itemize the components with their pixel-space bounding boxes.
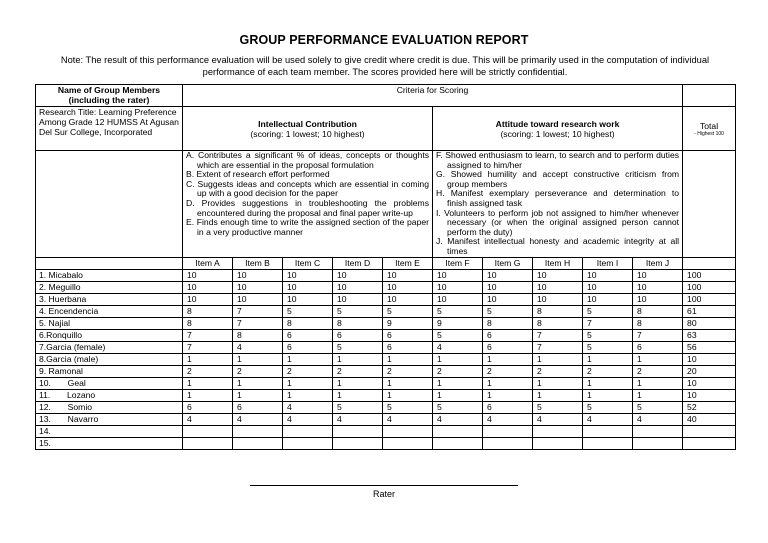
intellectual-title: Intellectual Contribution bbox=[258, 118, 357, 129]
score-cell[interactable] bbox=[183, 437, 233, 449]
member-row bbox=[36, 401, 736, 413]
score-cell[interactable]: 7 bbox=[183, 341, 233, 353]
score-cell[interactable]: 8 bbox=[633, 317, 683, 329]
score-cell[interactable] bbox=[233, 425, 283, 437]
score-cell[interactable]: 8 bbox=[183, 305, 233, 317]
score-cell[interactable]: 4 bbox=[533, 413, 583, 425]
score-cell[interactable]: 6 bbox=[633, 341, 683, 353]
total-cell[interactable]: 10 bbox=[683, 353, 736, 365]
intellectual-criterion: B. Extent of research effort performed bbox=[186, 169, 330, 180]
score-cell[interactable]: 5 bbox=[433, 329, 483, 341]
score-cell[interactable]: 2 bbox=[383, 365, 433, 377]
score-cell[interactable]: 5 bbox=[333, 341, 383, 353]
score-cell[interactable]: 1 bbox=[583, 389, 633, 401]
member-row bbox=[36, 389, 736, 401]
score-cell[interactable]: 5 bbox=[433, 401, 483, 413]
score-cell[interactable]: 10 bbox=[483, 269, 533, 281]
score-cell[interactable]: 10 bbox=[533, 293, 583, 305]
member-row bbox=[36, 281, 736, 293]
score-cell[interactable]: 10 bbox=[583, 293, 633, 305]
intellectual-criteria-cell bbox=[183, 151, 433, 258]
score-cell[interactable]: 4 bbox=[233, 341, 283, 353]
score-cell[interactable]: 5 bbox=[383, 305, 433, 317]
score-cell[interactable]: 5 bbox=[483, 305, 533, 317]
score-cell[interactable]: 10 bbox=[233, 293, 283, 305]
score-cell[interactable]: 7 bbox=[583, 317, 633, 329]
score-cell[interactable]: 1 bbox=[283, 389, 333, 401]
score-cell[interactable]: 6 bbox=[183, 401, 233, 413]
score-cell[interactable] bbox=[383, 425, 433, 437]
score-cell[interactable]: 10 bbox=[433, 293, 483, 305]
item-header: Item A bbox=[183, 257, 233, 269]
score-cell[interactable]: 5 bbox=[333, 305, 383, 317]
score-cell[interactable]: 10 bbox=[633, 269, 683, 281]
score-cell[interactable]: 6 bbox=[483, 401, 533, 413]
score-cell[interactable]: 7 bbox=[533, 329, 583, 341]
score-cell[interactable]: 1 bbox=[633, 353, 683, 365]
score-cell[interactable] bbox=[633, 425, 683, 437]
score-cell[interactable]: 10 bbox=[483, 293, 533, 305]
score-cell[interactable]: 1 bbox=[233, 377, 283, 389]
score-cell[interactable]: 1 bbox=[333, 389, 383, 401]
item-header: Item F bbox=[433, 257, 483, 269]
score-cell[interactable]: 1 bbox=[483, 377, 533, 389]
score-cell[interactable]: 7 bbox=[633, 329, 683, 341]
total-cell[interactable]: 40 bbox=[683, 413, 736, 425]
total-cell[interactable]: 52 bbox=[683, 401, 736, 413]
score-cell[interactable]: 8 bbox=[533, 317, 583, 329]
evaluation-table bbox=[35, 84, 736, 450]
score-cell[interactable]: 4 bbox=[433, 341, 483, 353]
score-cell[interactable]: 10 bbox=[583, 281, 633, 293]
score-cell[interactable]: 10 bbox=[233, 269, 283, 281]
score-cell[interactable]: 10 bbox=[233, 281, 283, 293]
score-cell[interactable] bbox=[483, 425, 533, 437]
item-header: Item J bbox=[633, 257, 683, 269]
score-cell[interactable]: 6 bbox=[383, 341, 433, 353]
score-cell[interactable] bbox=[333, 425, 383, 437]
criteria-header: Criteria for Scoring bbox=[183, 85, 683, 107]
score-cell[interactable]: 4 bbox=[483, 413, 533, 425]
score-cell[interactable] bbox=[183, 425, 233, 437]
item-header-row bbox=[36, 257, 736, 269]
score-cell[interactable]: 1 bbox=[533, 353, 583, 365]
item-header: Item C bbox=[283, 257, 333, 269]
item-header: Item D bbox=[333, 257, 383, 269]
attitude-criteria-list bbox=[436, 151, 679, 257]
member-row bbox=[36, 365, 736, 377]
score-cell[interactable]: 7 bbox=[533, 341, 583, 353]
member-row bbox=[36, 269, 736, 281]
attitude-scoring: (scoring: 1 lowest; 10 highest) bbox=[500, 128, 615, 139]
score-cell[interactable]: 2 bbox=[583, 365, 633, 377]
score-cell[interactable] bbox=[583, 425, 633, 437]
total-cell[interactable]: 10 bbox=[683, 389, 736, 401]
score-cell[interactable]: 5 bbox=[333, 401, 383, 413]
score-cell[interactable]: 2 bbox=[333, 365, 383, 377]
score-cell[interactable]: 1 bbox=[333, 353, 383, 365]
score-cell[interactable]: 2 bbox=[283, 365, 333, 377]
score-cell[interactable]: 1 bbox=[633, 377, 683, 389]
score-cell[interactable]: 1 bbox=[533, 389, 583, 401]
item-header: Item I bbox=[583, 257, 633, 269]
criteria-blank bbox=[36, 151, 183, 258]
score-cell[interactable]: 10 bbox=[483, 281, 533, 293]
score-cell[interactable]: 4 bbox=[633, 413, 683, 425]
member-row bbox=[36, 437, 736, 449]
member-row bbox=[36, 377, 736, 389]
score-cell[interactable]: 10 bbox=[433, 281, 483, 293]
score-cell[interactable]: 8 bbox=[183, 317, 233, 329]
intellectual-contribution-header bbox=[183, 107, 433, 151]
score-cell[interactable]: 10 bbox=[283, 281, 333, 293]
score-cell[interactable]: 10 bbox=[383, 293, 433, 305]
score-cell[interactable]: 10 bbox=[183, 293, 233, 305]
item-header-blank bbox=[36, 257, 183, 269]
score-cell[interactable]: 10 bbox=[333, 293, 383, 305]
intellectual-scoring: (scoring: 1 lowest; 10 highest) bbox=[250, 128, 365, 139]
score-cell[interactable]: 8 bbox=[283, 317, 333, 329]
score-cell[interactable]: 1 bbox=[433, 389, 483, 401]
score-cell[interactable]: 1 bbox=[383, 389, 433, 401]
score-cell[interactable]: 4 bbox=[333, 413, 383, 425]
score-cell[interactable]: 6 bbox=[383, 329, 433, 341]
score-cell[interactable]: 1 bbox=[433, 353, 483, 365]
member-name: 12. Somio bbox=[36, 401, 183, 413]
total-header bbox=[683, 107, 736, 151]
score-cell[interactable]: 4 bbox=[283, 401, 333, 413]
research-title: Research Title: Learning Preference Among Grade 12 HUMSS At Agusan Del Sur College, Incorporated bbox=[36, 107, 183, 151]
total-header-blank bbox=[683, 85, 736, 107]
total-label: Total bbox=[699, 120, 719, 131]
score-cell[interactable]: 2 bbox=[633, 365, 683, 377]
score-cell[interactable]: 10 bbox=[333, 269, 383, 281]
score-cell[interactable]: 6 bbox=[233, 401, 283, 413]
score-cell[interactable] bbox=[583, 437, 633, 449]
score-cell[interactable]: 5 bbox=[583, 329, 633, 341]
score-cell[interactable]: 5 bbox=[433, 305, 483, 317]
rater-label: Rater bbox=[372, 489, 395, 499]
member-name: 6.Ronquillo bbox=[36, 329, 183, 341]
score-cell[interactable]: 4 bbox=[183, 413, 233, 425]
score-cell[interactable]: 10 bbox=[383, 281, 433, 293]
attitude-criterion: J. Manifest intellectual honesty and academic integrity at all times bbox=[436, 236, 680, 256]
total-cell[interactable]: 20 bbox=[683, 365, 736, 377]
member-name: 3. Huerbana bbox=[36, 293, 183, 305]
score-cell[interactable]: 1 bbox=[283, 353, 333, 365]
score-cell[interactable]: 10 bbox=[333, 281, 383, 293]
total-cell[interactable]: 63 bbox=[683, 329, 736, 341]
score-cell[interactable]: 4 bbox=[233, 413, 283, 425]
score-cell[interactable]: 7 bbox=[233, 317, 283, 329]
attitude-criterion: F. Showed enthusiasm to learn, to search and to perform duties assigned to him/her bbox=[436, 150, 680, 170]
score-cell[interactable]: 7 bbox=[183, 329, 233, 341]
attitude-header bbox=[433, 107, 683, 151]
item-header: Item B bbox=[233, 257, 283, 269]
score-cell[interactable]: 10 bbox=[533, 269, 583, 281]
score-cell[interactable]: 1 bbox=[233, 353, 283, 365]
score-cell[interactable]: 8 bbox=[633, 305, 683, 317]
total-cell[interactable]: 61 bbox=[683, 305, 736, 317]
member-row bbox=[36, 329, 736, 341]
rater-signature-line bbox=[250, 485, 518, 486]
score-cell[interactable]: 10 bbox=[183, 281, 233, 293]
score-cell[interactable]: 1 bbox=[583, 353, 633, 365]
score-cell[interactable]: 5 bbox=[583, 401, 633, 413]
score-cell[interactable]: 4 bbox=[583, 413, 633, 425]
member-name: 8.Garcia (male) bbox=[36, 353, 183, 365]
member-row bbox=[36, 305, 736, 317]
score-cell[interactable]: 2 bbox=[433, 365, 483, 377]
score-cell[interactable]: 5 bbox=[533, 401, 583, 413]
score-cell[interactable] bbox=[433, 425, 483, 437]
score-cell[interactable]: 1 bbox=[183, 377, 233, 389]
score-cell[interactable] bbox=[483, 437, 533, 449]
score-cell[interactable]: 5 bbox=[583, 305, 633, 317]
score-cell[interactable]: 5 bbox=[633, 401, 683, 413]
total-criteria-blank bbox=[683, 151, 736, 258]
score-cell[interactable] bbox=[433, 437, 483, 449]
score-cell[interactable] bbox=[233, 437, 283, 449]
score-cell[interactable]: 1 bbox=[183, 353, 233, 365]
score-cell[interactable]: 2 bbox=[233, 365, 283, 377]
member-row bbox=[36, 317, 736, 329]
item-header: Item H bbox=[533, 257, 583, 269]
member-name: 10. Geal bbox=[36, 377, 183, 389]
member-name: 7.Garcia (female) bbox=[36, 341, 183, 353]
score-cell[interactable]: 1 bbox=[283, 377, 333, 389]
member-name: 4. Encendencia bbox=[36, 305, 183, 317]
score-cell[interactable] bbox=[533, 437, 583, 449]
score-cell[interactable]: 8 bbox=[533, 305, 583, 317]
member-name: 9. Ramonal bbox=[36, 365, 183, 377]
item-header: Item E bbox=[383, 257, 433, 269]
intellectual-criterion: C. Suggests ideas and concepts which are essential in coming up with a good decision for the paper bbox=[186, 178, 429, 199]
score-cell[interactable]: 4 bbox=[283, 413, 333, 425]
total-cell[interactable]: 56 bbox=[683, 341, 736, 353]
score-cell[interactable]: 8 bbox=[483, 317, 533, 329]
member-name: 11. Lozano bbox=[36, 389, 183, 401]
total-cell[interactable]: 100 bbox=[683, 269, 736, 281]
score-cell[interactable]: 10 bbox=[383, 269, 433, 281]
score-cell[interactable]: 2 bbox=[533, 365, 583, 377]
score-cell[interactable]: 1 bbox=[183, 389, 233, 401]
attitude-criterion: G. Showed humility and accept constructive criticism from group members bbox=[436, 169, 680, 189]
item-header-total-blank bbox=[683, 257, 736, 269]
score-cell[interactable]: 10 bbox=[583, 269, 633, 281]
attitude-criteria-cell bbox=[433, 151, 683, 258]
score-cell[interactable]: 1 bbox=[633, 389, 683, 401]
member-name: 5. Najial bbox=[36, 317, 183, 329]
score-cell[interactable]: 10 bbox=[633, 281, 683, 293]
item-header: Item G bbox=[483, 257, 533, 269]
score-cell[interactable]: 10 bbox=[283, 269, 333, 281]
score-cell[interactable]: 8 bbox=[233, 329, 283, 341]
score-cell[interactable]: 5 bbox=[383, 401, 433, 413]
score-cell[interactable]: 10 bbox=[633, 293, 683, 305]
score-cell[interactable]: 1 bbox=[333, 377, 383, 389]
score-cell[interactable]: 7 bbox=[233, 305, 283, 317]
score-cell[interactable]: 1 bbox=[583, 377, 633, 389]
score-cell[interactable]: 1 bbox=[483, 389, 533, 401]
member-row bbox=[36, 425, 736, 437]
score-cell[interactable]: 4 bbox=[383, 413, 433, 425]
score-cell[interactable] bbox=[533, 425, 583, 437]
score-cell[interactable]: 10 bbox=[533, 281, 583, 293]
member-name: 14. bbox=[36, 425, 183, 437]
score-cell[interactable]: 4 bbox=[433, 413, 483, 425]
score-cell[interactable]: 10 bbox=[183, 269, 233, 281]
intellectual-criterion: D. Provides suggestions in troubleshooting the problems encountered during the proposal and final paper write-up bbox=[186, 197, 429, 218]
intellectual-criterion: E. Finds enough time to write the assigned section of the paper in a very productive manner bbox=[186, 217, 429, 237]
total-cell[interactable]: 10 bbox=[683, 377, 736, 389]
score-cell[interactable] bbox=[633, 437, 683, 449]
score-cell[interactable]: 6 bbox=[483, 329, 533, 341]
member-name: 2. Meguillo bbox=[36, 281, 183, 293]
score-cell[interactable]: 10 bbox=[433, 269, 483, 281]
score-cell[interactable]: 2 bbox=[483, 365, 533, 377]
report-title: GROUP PERFORMANCE EVALUATION REPORT bbox=[239, 33, 529, 47]
member-row bbox=[36, 293, 736, 305]
score-cell[interactable]: 1 bbox=[483, 353, 533, 365]
attitude-criterion: I. Volunteers to perform job not assigned to him/her whenever necessary (or when the original assigned person cannot perform the duty) bbox=[436, 207, 680, 237]
member-name: 1. Micabalo bbox=[36, 269, 183, 281]
score-cell[interactable] bbox=[333, 437, 383, 449]
score-cell[interactable]: 6 bbox=[333, 329, 383, 341]
score-cell[interactable]: 5 bbox=[283, 305, 333, 317]
score-cell[interactable]: 6 bbox=[483, 341, 533, 353]
score-cell[interactable] bbox=[383, 437, 433, 449]
score-cell[interactable]: 9 bbox=[433, 317, 483, 329]
total-cell[interactable] bbox=[683, 425, 736, 437]
intellectual-criteria-list bbox=[186, 151, 429, 237]
total-highest-note: - Highest 100 bbox=[694, 130, 724, 137]
total-cell[interactable]: 100 bbox=[683, 281, 736, 293]
member-name: 15. bbox=[36, 437, 183, 449]
confidentiality-note: Note: The result of this performance evaluation will be used solely to give credit where credit is due. This will be primarily used in the computation of individual performance of each team member. The scores provided here will be strictly confidential. bbox=[60, 55, 710, 77]
total-cell[interactable]: 80 bbox=[683, 317, 736, 329]
score-cell[interactable] bbox=[283, 425, 333, 437]
score-cell[interactable]: 1 bbox=[383, 377, 433, 389]
intellectual-criterion: A. Contributes a significant % of ideas, concepts or thoughts which are essential in the proposal formulation bbox=[186, 150, 429, 170]
score-cell[interactable]: 2 bbox=[183, 365, 233, 377]
member-name: 13. Navarro bbox=[36, 413, 183, 425]
attitude-criterion: H. Manifest exemplary perseverance and determination to finish assigned task bbox=[436, 188, 680, 208]
total-cell[interactable] bbox=[683, 437, 736, 449]
score-cell[interactable]: 6 bbox=[283, 329, 333, 341]
score-cell[interactable]: 9 bbox=[383, 317, 433, 329]
total-cell[interactable]: 100 bbox=[683, 293, 736, 305]
score-cell[interactable]: 1 bbox=[383, 353, 433, 365]
attitude-title: Attitude toward research work bbox=[495, 118, 620, 129]
score-cell[interactable]: 10 bbox=[283, 293, 333, 305]
score-cell[interactable]: 6 bbox=[283, 341, 333, 353]
member-row bbox=[36, 353, 736, 365]
score-cell[interactable]: 1 bbox=[533, 377, 583, 389]
score-cell[interactable]: 1 bbox=[433, 377, 483, 389]
member-row bbox=[36, 341, 736, 353]
score-cell[interactable]: 8 bbox=[333, 317, 383, 329]
score-cell[interactable]: 1 bbox=[233, 389, 283, 401]
name-column-header: Name of Group Members (including the rater) bbox=[36, 85, 183, 107]
member-row bbox=[36, 413, 736, 425]
score-cell[interactable]: 5 bbox=[583, 341, 633, 353]
score-cell[interactable] bbox=[283, 437, 333, 449]
